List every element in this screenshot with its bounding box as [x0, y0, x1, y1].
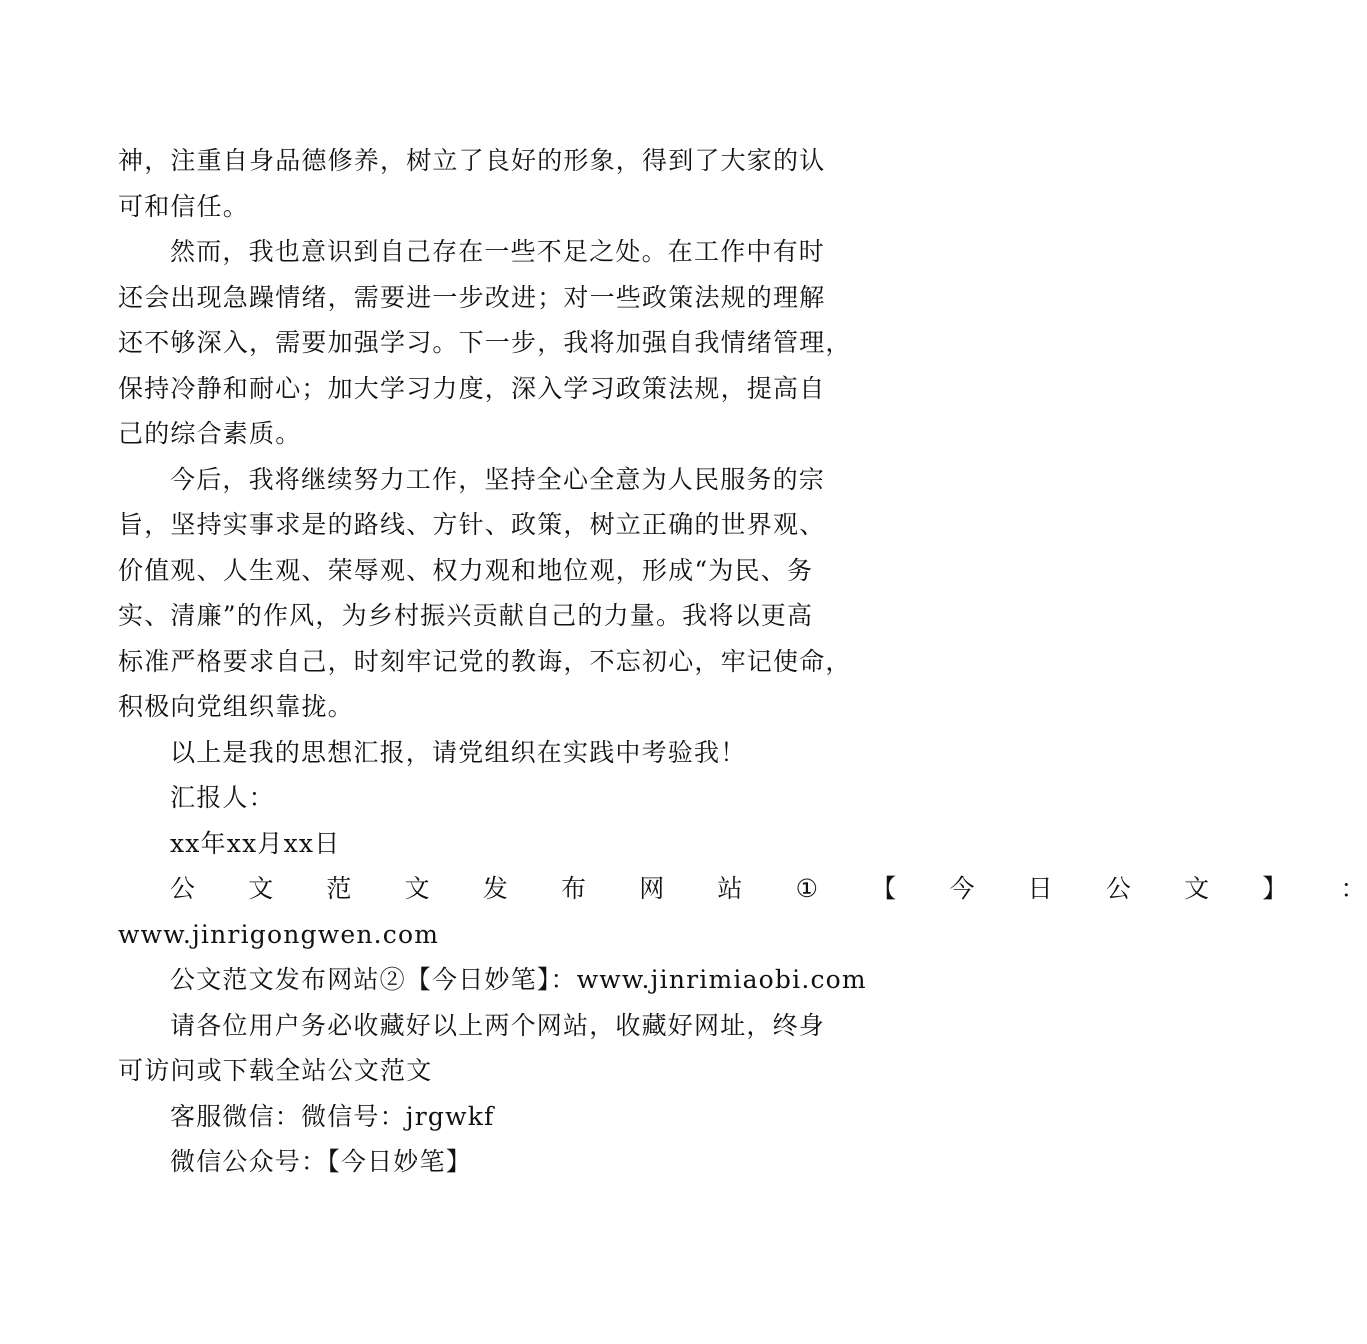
site-1-char: 网	[639, 874, 666, 903]
text-line: 微信公众号：【今日妙笔】	[170, 1147, 472, 1176]
site-1-char: 文	[404, 874, 431, 903]
text-line: 实、清廉”的作风，为乡村振兴贡献自己的力量。我将以更高	[118, 601, 814, 630]
site-1-char: ①	[795, 874, 820, 903]
text-line: 可访问或下载全站公文范文	[118, 1056, 433, 1085]
site-1-char: ：	[1340, 874, 1367, 903]
site-1-char: 布	[561, 874, 588, 903]
site-2-line[interactable]: 公文范文发布网站②【今日妙笔】：www.jinrimiaobi.com	[170, 965, 867, 994]
site-1-char: 今	[949, 874, 976, 903]
text-line: 保持冷静和耐心；加大学习力度，深入学习政策法规，提高自	[118, 373, 826, 403]
text-line: xx年xx月xx日	[170, 828, 341, 858]
text-line: 旨，坚持实事求是的路线、方针、政策，树立正确的世界观、	[118, 510, 826, 539]
notice-paragraph	[118, 1003, 824, 1094]
site-1-char: 发	[482, 874, 510, 903]
site-1-char: 站	[717, 874, 744, 903]
text-line: 还不够深入，需要加强学习。下一步，我将加强自我情绪管理，	[118, 328, 852, 357]
site-1-label	[118, 866, 1367, 912]
site-2-block	[118, 957, 867, 1003]
site-1-url[interactable]: www.jinrigongwen.com	[118, 919, 440, 949]
text-line: 标准严格要求自己，时刻牢记党的教诲，不忘初心，牢记使命，	[118, 646, 852, 676]
text-line: 可和信任。	[118, 191, 250, 221]
paragraph-closing	[118, 730, 824, 776]
text-line: 请各位用户务必收藏好以上两个网站，收藏好网址，终身	[170, 1010, 826, 1040]
text-line: 今后，我将继续努力工作，坚持全心全意为人民服务的宗	[170, 464, 826, 494]
site-1-char: 公	[1105, 874, 1133, 903]
text-line: 价值观、人生观、荣辱观、权力观和地位观，形成“为民、务	[118, 555, 814, 585]
paragraph-continuation	[118, 138, 824, 229]
paragraph-future	[118, 457, 852, 730]
text-line: 还会出现急躁情绪，需要进一步改进；对一些政策法规的理解	[118, 282, 826, 312]
site-1-char: 【	[871, 874, 898, 903]
text-line: 以上是我的思想汇报，请党组织在实践中考验我！	[170, 737, 747, 767]
text-line: 然而，我也意识到自己存在一些不足之处。在工作中有时	[170, 237, 826, 266]
site-1-char: 文	[1184, 874, 1211, 903]
site-1-char: 范	[326, 874, 353, 903]
text-line: 汇报人：	[170, 783, 275, 812]
text-line: 客服微信：微信号：jrgwkf	[170, 1101, 495, 1131]
document-body	[118, 138, 1367, 1185]
site-1-block	[118, 866, 1367, 957]
report-date	[118, 821, 824, 867]
reporter-label	[118, 775, 824, 821]
text-line: 积极向党组织靠拢。	[118, 692, 354, 721]
wechat-public	[118, 1139, 824, 1185]
site-1-char: 】	[1262, 874, 1289, 903]
text-line: 己的综合素质。	[118, 419, 302, 448]
site-1-char: 日	[1027, 874, 1054, 903]
paragraph-shortcomings	[118, 229, 852, 457]
site-1-label-text	[118, 866, 1367, 912]
site-1-char: 文	[248, 874, 275, 903]
site-1-char: 公	[170, 874, 197, 903]
wechat-service	[118, 1094, 824, 1140]
text-line: 神，注重自身品德修养，树立了良好的形象，得到了大家的认	[118, 146, 826, 175]
